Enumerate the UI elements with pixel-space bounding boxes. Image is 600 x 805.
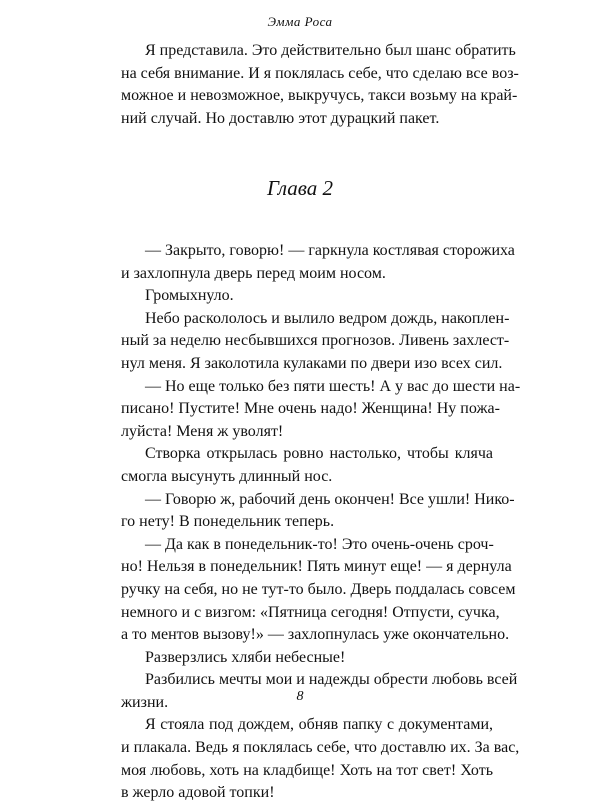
text-line: ний случай. Но доставлю этот дурацкий пакет.: [121, 109, 440, 127]
text-line: Небо раскололось и вылило ведром дождь, накоплен-: [145, 309, 510, 327]
running-header: Эмма Роса: [267, 14, 333, 29]
text-line: Разверзлись хляби небесные!: [145, 648, 346, 666]
page-number: 8: [296, 689, 304, 704]
text-line: го нету! В понедельник теперь.: [121, 513, 335, 531]
text-line: немного и с визгом: «Пятница сегодня! Отпусти, сучка,: [121, 603, 500, 621]
text-line: — Да как в понедельник-то! Это очень-очень сроч-: [145, 535, 494, 553]
text-line: Я стояла под дождем, обняв папку с документами,: [145, 716, 493, 734]
text-line: — Закрыто, говорю! — гаркнула костлявая сторожиха: [145, 242, 515, 259]
text-line: нул меня. Я заколотила кулаками по двери изо всех сил.: [121, 354, 503, 372]
text-line: а то ментов вызову!» — захлопнулась уже окончательно.: [121, 626, 510, 644]
text-line: и захлопнула дверь перед моим носом.: [121, 264, 386, 282]
text-line: Разбились мечты мои и надежды обрести любовь всей: [145, 671, 518, 689]
text-line: но! Нельзя в понедельник! Пять минут еще! — я дернула: [121, 558, 512, 576]
text-line: в жерло адовой топки!: [121, 784, 275, 802]
text-line: на себя внимание. И я поклялась себе, что сделаю все воз-: [121, 64, 519, 82]
text-line: луйста! Меня ж уволят!: [121, 422, 284, 440]
text-line: ный за неделю несбывшихся прогнозов. Ливень захлест-: [121, 332, 510, 350]
text-line: можное и невозможное, выкручусь, такси возьму на край-: [121, 87, 518, 105]
text-line: Створка открылась ровно настолько, чтобы кляча: [145, 445, 493, 463]
text-line: ручку на себя, но не тут-то было. Дверь поддалась совсем: [121, 580, 516, 598]
text-line: писано! Пустите! Мне очень надо! Женщина! Ну пожа-: [121, 400, 500, 418]
chapter-title: Глава 2: [267, 176, 333, 200]
text-line: Я представила. Это действительно был шанс обратить: [145, 42, 516, 59]
text-line: и плакала. Ведь я поклялась себе, что доставлю их. За вас,: [121, 739, 520, 757]
text-line: моя любовь, хоть на кладбище! Хоть на тот свет! Хоть: [121, 761, 493, 779]
chapter-body: [121, 240, 521, 805]
intro-paragraph: [121, 40, 519, 130]
text-line: Громыхнуло.: [145, 287, 234, 305]
text-line: смогла высунуть длинный нос.: [121, 467, 333, 485]
text-line: — Но еще только без пяти шесть! А у вас до шести на-: [145, 377, 521, 395]
text-line: жизни.: [121, 693, 169, 711]
text-line: — Говорю ж, рабочий день окончен! Все ушли! Нико-: [145, 490, 515, 508]
